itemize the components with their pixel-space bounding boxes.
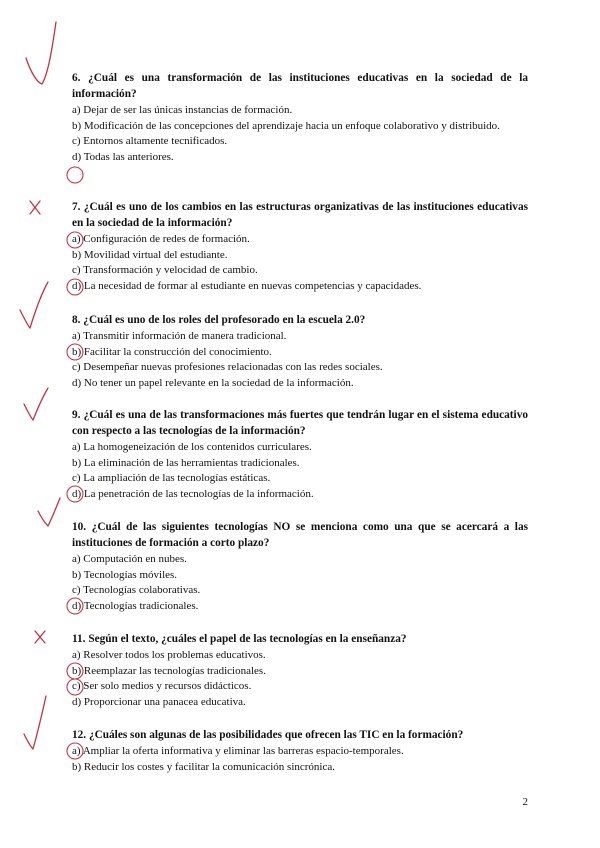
question-title: 9. ¿Cuál es una de las transformaciones más fuertes que tendrán lugar en el sistema educativo con respecto a las tecnologías de la información? bbox=[72, 409, 528, 437]
option-b: b) Reducir los costes y facilitar la comunicación sincrónica. bbox=[72, 760, 335, 773]
page-number: 2 bbox=[522, 796, 528, 808]
option-a: a) La homogeneización de los contenidos curriculares. bbox=[72, 441, 312, 453]
checkmark-icon bbox=[24, 696, 46, 749]
option-a: a) Dejar de ser las únicas instancias de formación. bbox=[72, 104, 293, 116]
option-a: a) Resolver todos los problemas educativos. bbox=[72, 649, 266, 661]
checkmark-icon bbox=[38, 498, 60, 526]
answer-circle-icon bbox=[67, 279, 83, 295]
answer-circle-icon bbox=[67, 679, 83, 695]
answer-circle-icon bbox=[67, 486, 83, 502]
option-b: b) Reemplazar las tecnologías tradicionales. bbox=[72, 664, 266, 677]
option-a: a) Transmitir información de manera tradicional. bbox=[72, 330, 287, 342]
answer-circle-icon bbox=[67, 344, 83, 360]
question-title: 6. ¿Cuál es una transformación de las instituciones educativas en la sociedad de la información? bbox=[72, 72, 528, 100]
checkmark-icon bbox=[24, 388, 48, 420]
question-title: 8. ¿Cuál es uno de los roles del profesorado en la escuela 2.0? bbox=[72, 314, 366, 326]
checkmark-icon bbox=[26, 22, 56, 84]
answer-circle-icon bbox=[67, 598, 83, 614]
option-c: c) Tecnologías colaborativas. bbox=[72, 584, 201, 597]
answer-circle-icon bbox=[67, 232, 83, 248]
option-d: d) Todas las anteriores. bbox=[72, 150, 174, 163]
answer-circle-icon bbox=[67, 743, 83, 759]
option-b: b) La eliminación de las herramientas tradicionales. bbox=[72, 456, 300, 469]
option-a: a) Computación en nubes. bbox=[72, 553, 187, 565]
question-title: 10. ¿Cuál de las siguientes tecnologías NO se menciona como una que se acercará a las instituciones de formación a corto plazo? bbox=[72, 521, 528, 549]
option-b: b) Facilitar la construcción del conocimiento. bbox=[72, 345, 272, 358]
option-d: d) No tener un papel relevante en la sociedad de la información. bbox=[72, 376, 354, 389]
cross-icon bbox=[35, 631, 45, 643]
option-c: c) Desempeñar nuevas profesiones relacionadas con las redes sociales. bbox=[72, 361, 383, 374]
option-c: c) Entornos altamente tecnificados. bbox=[72, 135, 228, 148]
checkmark-icon bbox=[20, 282, 48, 328]
option-d: d) La necesidad de formar al estudiante en nuevas competencias y capacidades. bbox=[72, 279, 422, 292]
option-d: d) Proporcionar una panacea educativa. bbox=[72, 695, 246, 708]
option-b: b) Modificación de las concepciones del aprendizaje hacia un enfoque colaborativo y distribuido. bbox=[72, 119, 500, 132]
question-title: 11. Según el texto, ¿cuáles el papel de las tecnologías en la enseñanza? bbox=[72, 633, 407, 645]
cross-icon bbox=[30, 201, 40, 214]
option-b: b) Movilidad virtual del estudiante. bbox=[72, 248, 228, 261]
option-c: c) Ser solo medios y recursos didácticos. bbox=[72, 680, 252, 693]
option-b: b) Tecnologías móviles. bbox=[72, 568, 178, 581]
answer-circle-icon bbox=[67, 663, 83, 679]
option-a: a) Configuración de redes de formación. bbox=[72, 233, 250, 245]
option-a: a) Ampliar la oferta informativa y eliminar las barreras espacio-temporales. bbox=[72, 745, 404, 757]
question-title: 7. ¿Cuál es uno de los cambios en las estructuras organizativas de las instituciones educativas en la sociedad de la información? bbox=[72, 201, 528, 229]
question-title: 12. ¿Cuáles son algunas de las posibilidades que ofrecen las TIC en la formación? bbox=[72, 729, 464, 741]
answer-circle-icon bbox=[67, 167, 83, 183]
option-c: c) Transformación y velocidad de cambio. bbox=[72, 264, 258, 277]
option-d: d) La penetración de las tecnologías de la información. bbox=[72, 487, 314, 500]
option-d: d) Tecnologías tradicionales. bbox=[72, 599, 199, 612]
option-c: c) La ampliación de las tecnologías estáticas. bbox=[72, 472, 271, 485]
